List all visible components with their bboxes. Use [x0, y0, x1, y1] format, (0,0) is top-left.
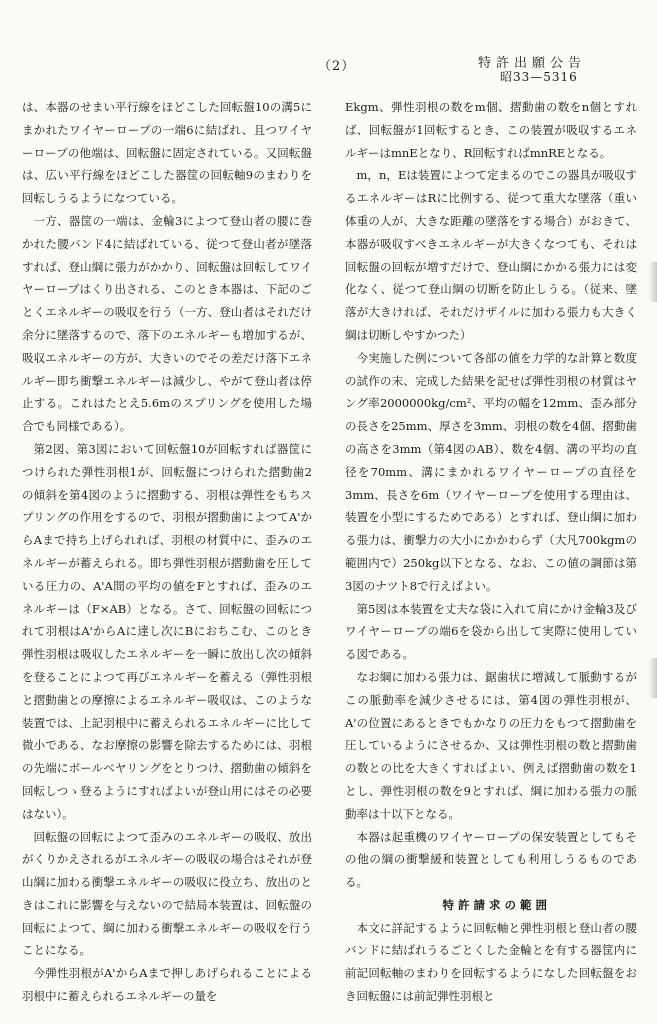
- right-column: [345, 96, 637, 1016]
- binding-hole-mark: [648, 262, 657, 302]
- paragraph: m，n，Eは装置によつて定まるのでこの器具が吸収するエネルギーはRに比例する、従つて重大な墜落（重い体重の人が、大きな距離の墜落をする場合）がおきて、本器が吸収すべきエネルギーが大きくなつても、それは回転盤の回転が増すだけで、登山綱にかかる張力には変化なく、従つて登山綱の切断を防止しうる。（従来、墜落が大きければ、それだけザイルに加わる張力も大きく綱は切断しやすかつた）: [345, 168, 637, 342]
- paragraph: は、本器のせまい平行線をほどこした回転盤10の溝5にまかれたワイヤーロープの一端6に結ばれ、且つワイヤーロープの他端は、回転盤に固定されている。又回転盤は、広い平行線をほどこした器筐の回転軸9のまわりを回転しうるようになつている。: [22, 100, 312, 206]
- paragraph: 今実施した例について各部の値を力学的な計算と数度の試作の末、完成した結果を記せば弾性羽根の材質はヤング率2000000kg/cm²、平均の幅を12mm、歪み部分の長さを25mm、厚さを3mm、羽根の数を4個、摺動歯の高さを3mm（第4図のAB）、数を4個、溝の平均の直径を70mm、溝にまかれるワイヤーロープの直径を3mm、長さを6m（ワイヤーロープを使用する理由は、装置を小型にするためである）とすれば、登山綱に加わる張力は、衝撃力の大小にかかわらず（大凡700kgmの範囲内で）250kg以下となる、なお、この値の調節は第3図のナツト8で行えばよい。: [345, 350, 637, 593]
- paragraph: 回転盤の回転によつて歪みのエネルギーの吸収、放出がくりかえされるがエネルギーの吸収の場合はそれが登山綱に加わる衝撃エネルギーの吸収に役立ち、放出のときはこれに影響を与えないので結局本装置は、回転盤の回転によつて、綱に加わる衝撃エネルギーの吸収を行うことになる。: [22, 829, 312, 958]
- paragraph: なお綱に加わる張力は、鋸歯状に増減して脈動するがこの脈動率を減少させるには、第4図の弾性羽根が、A'の位置にあるときでもかなりの圧力をもつて摺動歯を圧しているようにさせるか、又は弾性羽根の数と摺動歯の数との比を大きくすればよい、例えば摺動歯の数を1とし、弾性羽根の数を9とすれば、綱に加わる張力の脈動率は十以下となる。: [345, 669, 637, 821]
- paragraph: 第2図、第3図において回転盤10が回転すれば器筐につけられた弾性羽根1が、回転盤につけられた摺動歯2の傾斜を第4図のように摺動する、羽根は弾性をもちスプリングの作用をするので、羽根が摺動歯によつてA'からAまで持ち上げられれば、羽根の材質中に、歪みのエネルギーが蓄えられる。即ち弾性羽根が摺動歯を圧している圧力の、A'A間の平均の値をFとすれば、歪みのエネルギーは（F×AB）となる。さて、回転盤の回転につれて羽根はA'からAに達し次にBにおちこむ、このとき弾性羽根は吸収したエネルギーを一瞬に放出し次の傾斜を登ることによつて再びエネルギーを蓄える（弾性羽根と摺動歯との摩擦によるエネルギー吸収は、このような装置では、上記羽根中に蓄えられるエネルギーに比して微小である、なお摩擦の影響を除去するためには、羽根の先端にボールベヤリングをとりつけ、摺動歯の傾斜を回転しつゝ登るようにすればよいが登山用にはその必要はない）。: [22, 441, 312, 821]
- page-number: （2）: [318, 59, 356, 74]
- page-header: [0, 0, 657, 92]
- paragraph: 一方、器筐の一端は、金輪3によつて登山者の腰に巻かれた腰バンド4に結ばれている、従つて登山者が墜落すれば、登山綱に張力がかかり、回転盤は回転してワイヤーロープはくり出される、このとき本器は、下記のごとくエネルギーの吸収を行う（一方、登山者はそれだけ余分に墜落するので、落下のエネルギーも増加するが、吸収エネルギーの方が、大きいのでその差だけ落下エネルギー即ち衝撃エネルギーは減少し、やがて登山者は停止する。これはたとえ5.6mのスプリングを使用した場合でも同様である）。: [22, 213, 312, 434]
- claims-text: 本文に詳記するように回転軸と弾性羽根と登山者の腰バンドに結ばれうるごとくした金輪とを有する器筐内に前記回転軸のまわりを回転するようになした回転盤をおき回転盤には前記弾性羽根と: [345, 920, 637, 1004]
- paragraph: Ekgm、弾性羽根の数をm個、摺動歯の数をn個とすれば、回転盤が1回転するとき、この装置が吸収するエネルギーはmnEとなり、R回転すればmnREとなる。: [345, 100, 637, 160]
- claims-heading: 特許請求の範囲: [442, 897, 551, 912]
- paragraph: 今弾性羽根がA'からAまで押しあげられることによる羽根中に蓄えられるエネルギーの量を: [22, 966, 312, 1004]
- publication-title: 特許出願公告: [478, 56, 587, 71]
- left-column: [22, 96, 312, 1016]
- paragraph: 本器は起重機のワイヤーロープの保安装置としてもその他の綱の衝撃緩和装置としても利用しうるものである。: [345, 829, 637, 890]
- paragraph: 第5図は本装置を丈夫な袋に入れて肩にかけ金輪3及びワイヤーロープの端6を袋から出して実際に使用している図である。: [345, 601, 637, 662]
- binding-hole-mark: [648, 658, 657, 698]
- publication-number: 昭33—5316: [500, 70, 578, 84]
